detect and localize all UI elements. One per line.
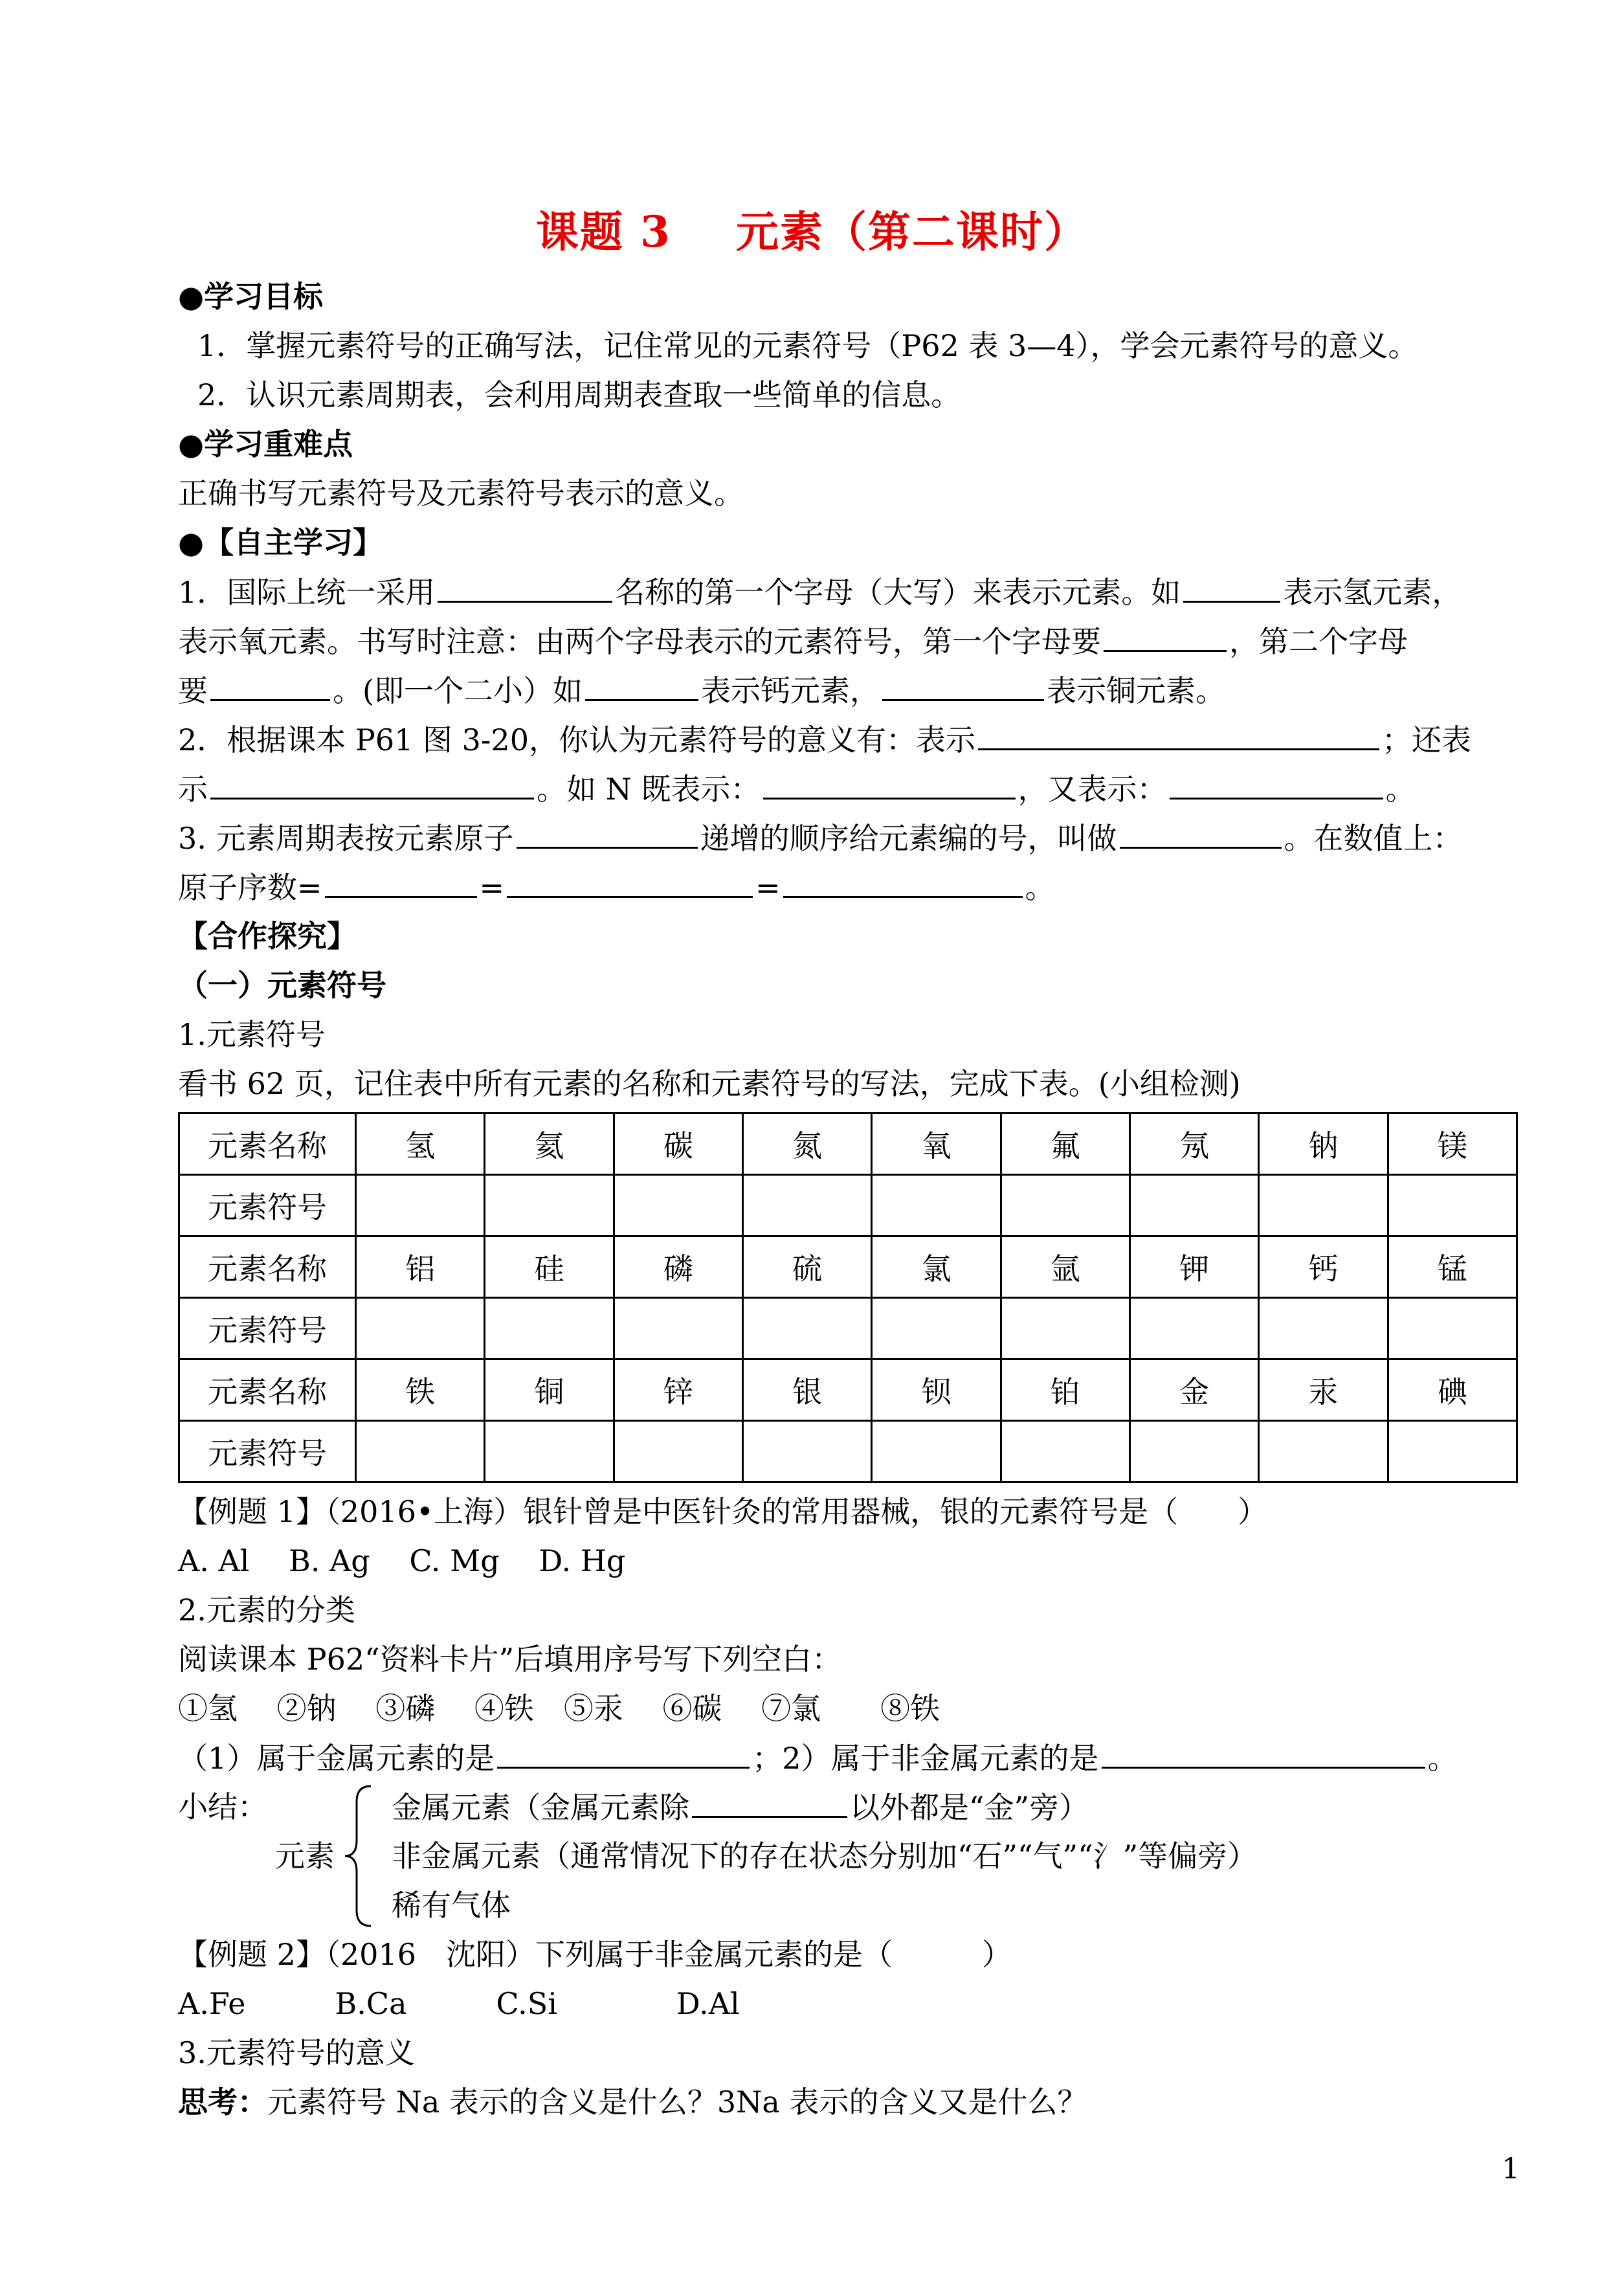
answer-blank[interactable] xyxy=(438,567,612,603)
difficulty-text: 正确书写元素符号及元素符号表示的意义。 xyxy=(178,476,744,511)
self-study-heading: ●【自主学习】 xyxy=(178,525,383,560)
q1-text-b: 名称的第一个字母（大写）来表示元素。如 xyxy=(615,575,1181,610)
row-label-name: 元素名称 xyxy=(179,1359,356,1421)
question-2-line-2 xyxy=(178,764,1557,813)
question-3-line-1 xyxy=(178,813,1557,862)
think-label: 思考： xyxy=(178,2085,267,2120)
element-name-cell: 磷 xyxy=(614,1236,742,1298)
element-symbol-cell[interactable] xyxy=(872,1175,1001,1236)
answer-blank[interactable] xyxy=(210,764,534,800)
element-name-cell: 氖 xyxy=(1129,1113,1258,1175)
answer-blank[interactable] xyxy=(325,862,477,898)
question-1-line-1 xyxy=(178,567,1557,616)
answer-blank[interactable] xyxy=(692,1782,847,1818)
element-symbol-cell[interactable] xyxy=(1129,1421,1258,1482)
item-1-heading: 1.元素符号 xyxy=(178,1017,326,1052)
classification-heading: 2.元素的分类 xyxy=(178,1593,355,1627)
element-symbol-cell[interactable] xyxy=(1259,1175,1388,1236)
q2-text-f: 。 xyxy=(1385,772,1416,807)
answer-blank[interactable] xyxy=(517,813,698,849)
summary-nonmetal: 非金属元素（通常情况下的存在状态分别加“石”“气”“氵”等偏旁） xyxy=(392,1839,1258,1874)
answer-blank[interactable] xyxy=(585,666,698,701)
answer-blank[interactable] xyxy=(497,1733,750,1769)
think-line xyxy=(178,2077,1557,2127)
q1-text-g: 。(即一个二小）如 xyxy=(333,673,583,708)
summary-metal-b: 以外都是“金”旁） xyxy=(850,1790,1089,1825)
summary-metal-a: 金属元素（金属元素除 xyxy=(392,1790,689,1825)
question-2-line-1 xyxy=(178,715,1557,764)
row-label-symbol: 元素符号 xyxy=(179,1298,356,1359)
q3-end: 。 xyxy=(1025,870,1055,905)
answer-blank[interactable] xyxy=(882,666,1044,701)
q3-text-c: 。在数值上： xyxy=(1284,821,1463,856)
q3-text-b: 递增的顺序给元素编的号，叫做 xyxy=(700,821,1117,856)
element-symbol-cell[interactable] xyxy=(1259,1298,1388,1359)
q1-text-c: 表示氢元素， xyxy=(1283,575,1462,610)
main-content xyxy=(178,272,1557,2127)
element-name-cell: 硫 xyxy=(742,1236,871,1298)
element-symbol-cell[interactable] xyxy=(485,1421,614,1482)
element-name-cell: 氯 xyxy=(872,1236,1001,1298)
meaning-heading: 3.元素符号的意义 xyxy=(178,2035,415,2070)
element-name-cell: 铁 xyxy=(356,1359,485,1421)
answer-blank[interactable] xyxy=(783,862,1023,898)
classification-q-b: ；2）属于非金属元素的是 xyxy=(752,1741,1099,1776)
element-symbol-cell[interactable] xyxy=(1001,1298,1129,1359)
answer-blank[interactable] xyxy=(763,764,1016,800)
element-table xyxy=(178,1112,1518,1483)
sub1-heading: （一）元素符号 xyxy=(178,968,386,1003)
element-name-cell: 碘 xyxy=(1388,1359,1517,1421)
row-label-name: 元素名称 xyxy=(179,1236,356,1298)
element-symbol-cell[interactable] xyxy=(742,1421,871,1482)
element-name-cell: 锰 xyxy=(1388,1236,1517,1298)
element-name-cell: 铝 xyxy=(356,1236,485,1298)
table-row-symbols xyxy=(179,1298,1517,1359)
classification-q-a: （1）属于金属元素的是 xyxy=(178,1741,495,1776)
question-1-line-3 xyxy=(178,666,1557,715)
answer-blank[interactable] xyxy=(1104,616,1227,652)
summary-noble: 稀有气体 xyxy=(392,1888,511,1923)
element-symbol-cell[interactable] xyxy=(742,1298,871,1359)
element-name-cell: 氟 xyxy=(1001,1113,1129,1175)
classification-q-c: 。 xyxy=(1427,1741,1458,1776)
classification-question xyxy=(178,1733,1557,1782)
element-symbol-cell[interactable] xyxy=(614,1421,742,1482)
element-name-cell: 铜 xyxy=(485,1359,614,1421)
row-label-name: 元素名称 xyxy=(179,1113,356,1175)
element-symbol-cell[interactable] xyxy=(1259,1421,1388,1482)
element-name-cell: 铂 xyxy=(1001,1359,1129,1421)
title-lesson: 课题 3 xyxy=(536,207,671,257)
element-name-cell: 氢 xyxy=(356,1113,485,1175)
example-2-question: 【例题 2】（2016 沈阳）下列属于非金属元素的是（ ） xyxy=(178,1937,1012,1972)
example-1-question: 【例题 1】（2016•上海）银针曾是中医针灸的常用器械，银的元素符号是（ ） xyxy=(178,1494,1268,1529)
element-symbol-cell[interactable] xyxy=(1388,1175,1517,1236)
element-symbol-cell[interactable] xyxy=(1001,1421,1129,1482)
element-symbol-cell[interactable] xyxy=(1388,1421,1517,1482)
q1-text-a: 1．国际上统一采用 xyxy=(178,575,436,610)
table-row-names xyxy=(179,1359,1517,1421)
example-1-options: A. Al B. Ag C. Mg D. Hg xyxy=(178,1543,626,1578)
element-symbol-cell[interactable] xyxy=(1129,1298,1258,1359)
q2-text-c: 示 xyxy=(178,772,208,807)
q1-text-f: 要 xyxy=(178,673,208,708)
table-row-names xyxy=(179,1236,1517,1298)
coop-heading: 【合作探究】 xyxy=(178,919,357,954)
table-row-symbols xyxy=(179,1175,1517,1236)
element-symbol-cell[interactable] xyxy=(872,1298,1001,1359)
curly-brace-icon xyxy=(340,1782,379,1930)
answer-blank[interactable] xyxy=(210,666,330,701)
page-number: 1 xyxy=(1502,2153,1520,2186)
element-symbol-cell[interactable] xyxy=(1129,1175,1258,1236)
answer-blank[interactable] xyxy=(1120,813,1282,849)
element-symbol-cell[interactable] xyxy=(614,1175,742,1236)
example-2-options: A.Fe B.Ca C.Si D.Al xyxy=(178,1986,740,2021)
answer-blank[interactable] xyxy=(1170,764,1383,800)
q1-text-i: 表示铜元素。 xyxy=(1046,673,1225,708)
element-name-cell: 硅 xyxy=(485,1236,614,1298)
q3-text-d: 原子序数= xyxy=(178,870,322,905)
element-name-cell: 钡 xyxy=(872,1359,1001,1421)
element-symbol-cell[interactable] xyxy=(742,1175,871,1236)
q3-text-a: 3. 元素周期表按元素原子 xyxy=(178,821,514,856)
element-name-cell: 汞 xyxy=(1259,1359,1388,1421)
element-symbol-cell[interactable] xyxy=(614,1298,742,1359)
classification-items: ①氢 ②钠 ③磷 ④铁 ⑤汞 ⑥碳 ⑦氯 ⑧铁 xyxy=(178,1691,940,1726)
element-name-cell: 银 xyxy=(742,1359,871,1421)
table-row-symbols xyxy=(179,1421,1517,1482)
brace-lines xyxy=(392,1782,1257,1930)
difficulty-heading: ●学习重难点 xyxy=(178,427,353,462)
q3-equals: = xyxy=(755,870,781,905)
element-symbol-cell[interactable] xyxy=(485,1175,614,1236)
element-symbol-cell[interactable] xyxy=(356,1175,485,1236)
q3-equals: = xyxy=(479,870,505,905)
element-symbol-cell[interactable] xyxy=(356,1298,485,1359)
q2-text-e: ，又表示： xyxy=(1018,772,1167,807)
read-note: 看书 62 页，记住表中所有元素的名称和元素符号的写法，完成下表。(小组检测) xyxy=(178,1066,1241,1101)
answer-blank[interactable] xyxy=(978,715,1379,750)
q1-text-e: ，第二个字母 xyxy=(1229,624,1408,659)
brace-label: 元素 xyxy=(275,1839,335,1874)
q1-text-h: 表示钙元素， xyxy=(700,673,880,708)
goal-2: 2．认识元素周期表，会利用周期表查取一些简单的信息。 xyxy=(197,377,961,412)
answer-blank[interactable] xyxy=(507,862,753,898)
element-name-cell: 锌 xyxy=(614,1359,742,1421)
element-name-cell: 钾 xyxy=(1129,1236,1258,1298)
title-topic: 元素（第二课时） xyxy=(735,207,1088,257)
question-1-line-2 xyxy=(178,616,1557,666)
question-3-line-2 xyxy=(178,862,1557,912)
q2-text-d: 。如 N 既表示： xyxy=(537,772,761,807)
element-symbol-cell[interactable] xyxy=(872,1421,1001,1482)
element-name-cell: 钙 xyxy=(1259,1236,1388,1298)
answer-blank[interactable] xyxy=(1183,567,1280,603)
element-name-cell: 金 xyxy=(1129,1359,1258,1421)
q2-text-a: 2．根据课本 P61 图 3-20，你认为元素符号的意义有：表示 xyxy=(178,722,975,757)
answer-blank[interactable] xyxy=(1102,1733,1425,1769)
summary-block xyxy=(178,1782,1557,1930)
element-name-cell: 氧 xyxy=(872,1113,1001,1175)
summary-label: 小结： xyxy=(178,1789,267,1824)
goal-1: 1．掌握元素符号的正确写法，记住常见的元素符号（P62 表 3—4），学会元素符号的意义。 xyxy=(197,328,1418,363)
element-name-cell: 钠 xyxy=(1259,1113,1388,1175)
goals-heading: ●学习目标 xyxy=(178,279,324,314)
summary-metal xyxy=(392,1782,1257,1831)
table-row-names xyxy=(179,1113,1517,1175)
element-name-cell: 碳 xyxy=(614,1113,742,1175)
element-name-cell: 镁 xyxy=(1388,1113,1517,1175)
row-label-symbol: 元素符号 xyxy=(179,1175,356,1236)
q2-text-b: ；还表 xyxy=(1381,722,1471,757)
element-name-cell: 氦 xyxy=(485,1113,614,1175)
element-name-cell: 氩 xyxy=(1001,1236,1129,1298)
element-name-cell: 氮 xyxy=(742,1113,871,1175)
element-symbol-cell[interactable] xyxy=(485,1298,614,1359)
element-symbol-cell[interactable] xyxy=(356,1421,485,1482)
element-symbol-cell[interactable] xyxy=(1388,1298,1517,1359)
q1-text-d: 表示氧元素。书写时注意：由两个字母表示的元素符号，第一个字母要 xyxy=(178,624,1101,659)
page-title xyxy=(0,197,1624,259)
classification-instruction: 阅读课本 P62“资料卡片”后填用序号写下列空白： xyxy=(178,1642,842,1677)
row-label-symbol: 元素符号 xyxy=(179,1421,356,1482)
think-text: 元素符号 Na 表示的含义是什么？3Na 表示的含义又是什么？ xyxy=(267,2085,1087,2120)
element-symbol-cell[interactable] xyxy=(1001,1175,1129,1236)
